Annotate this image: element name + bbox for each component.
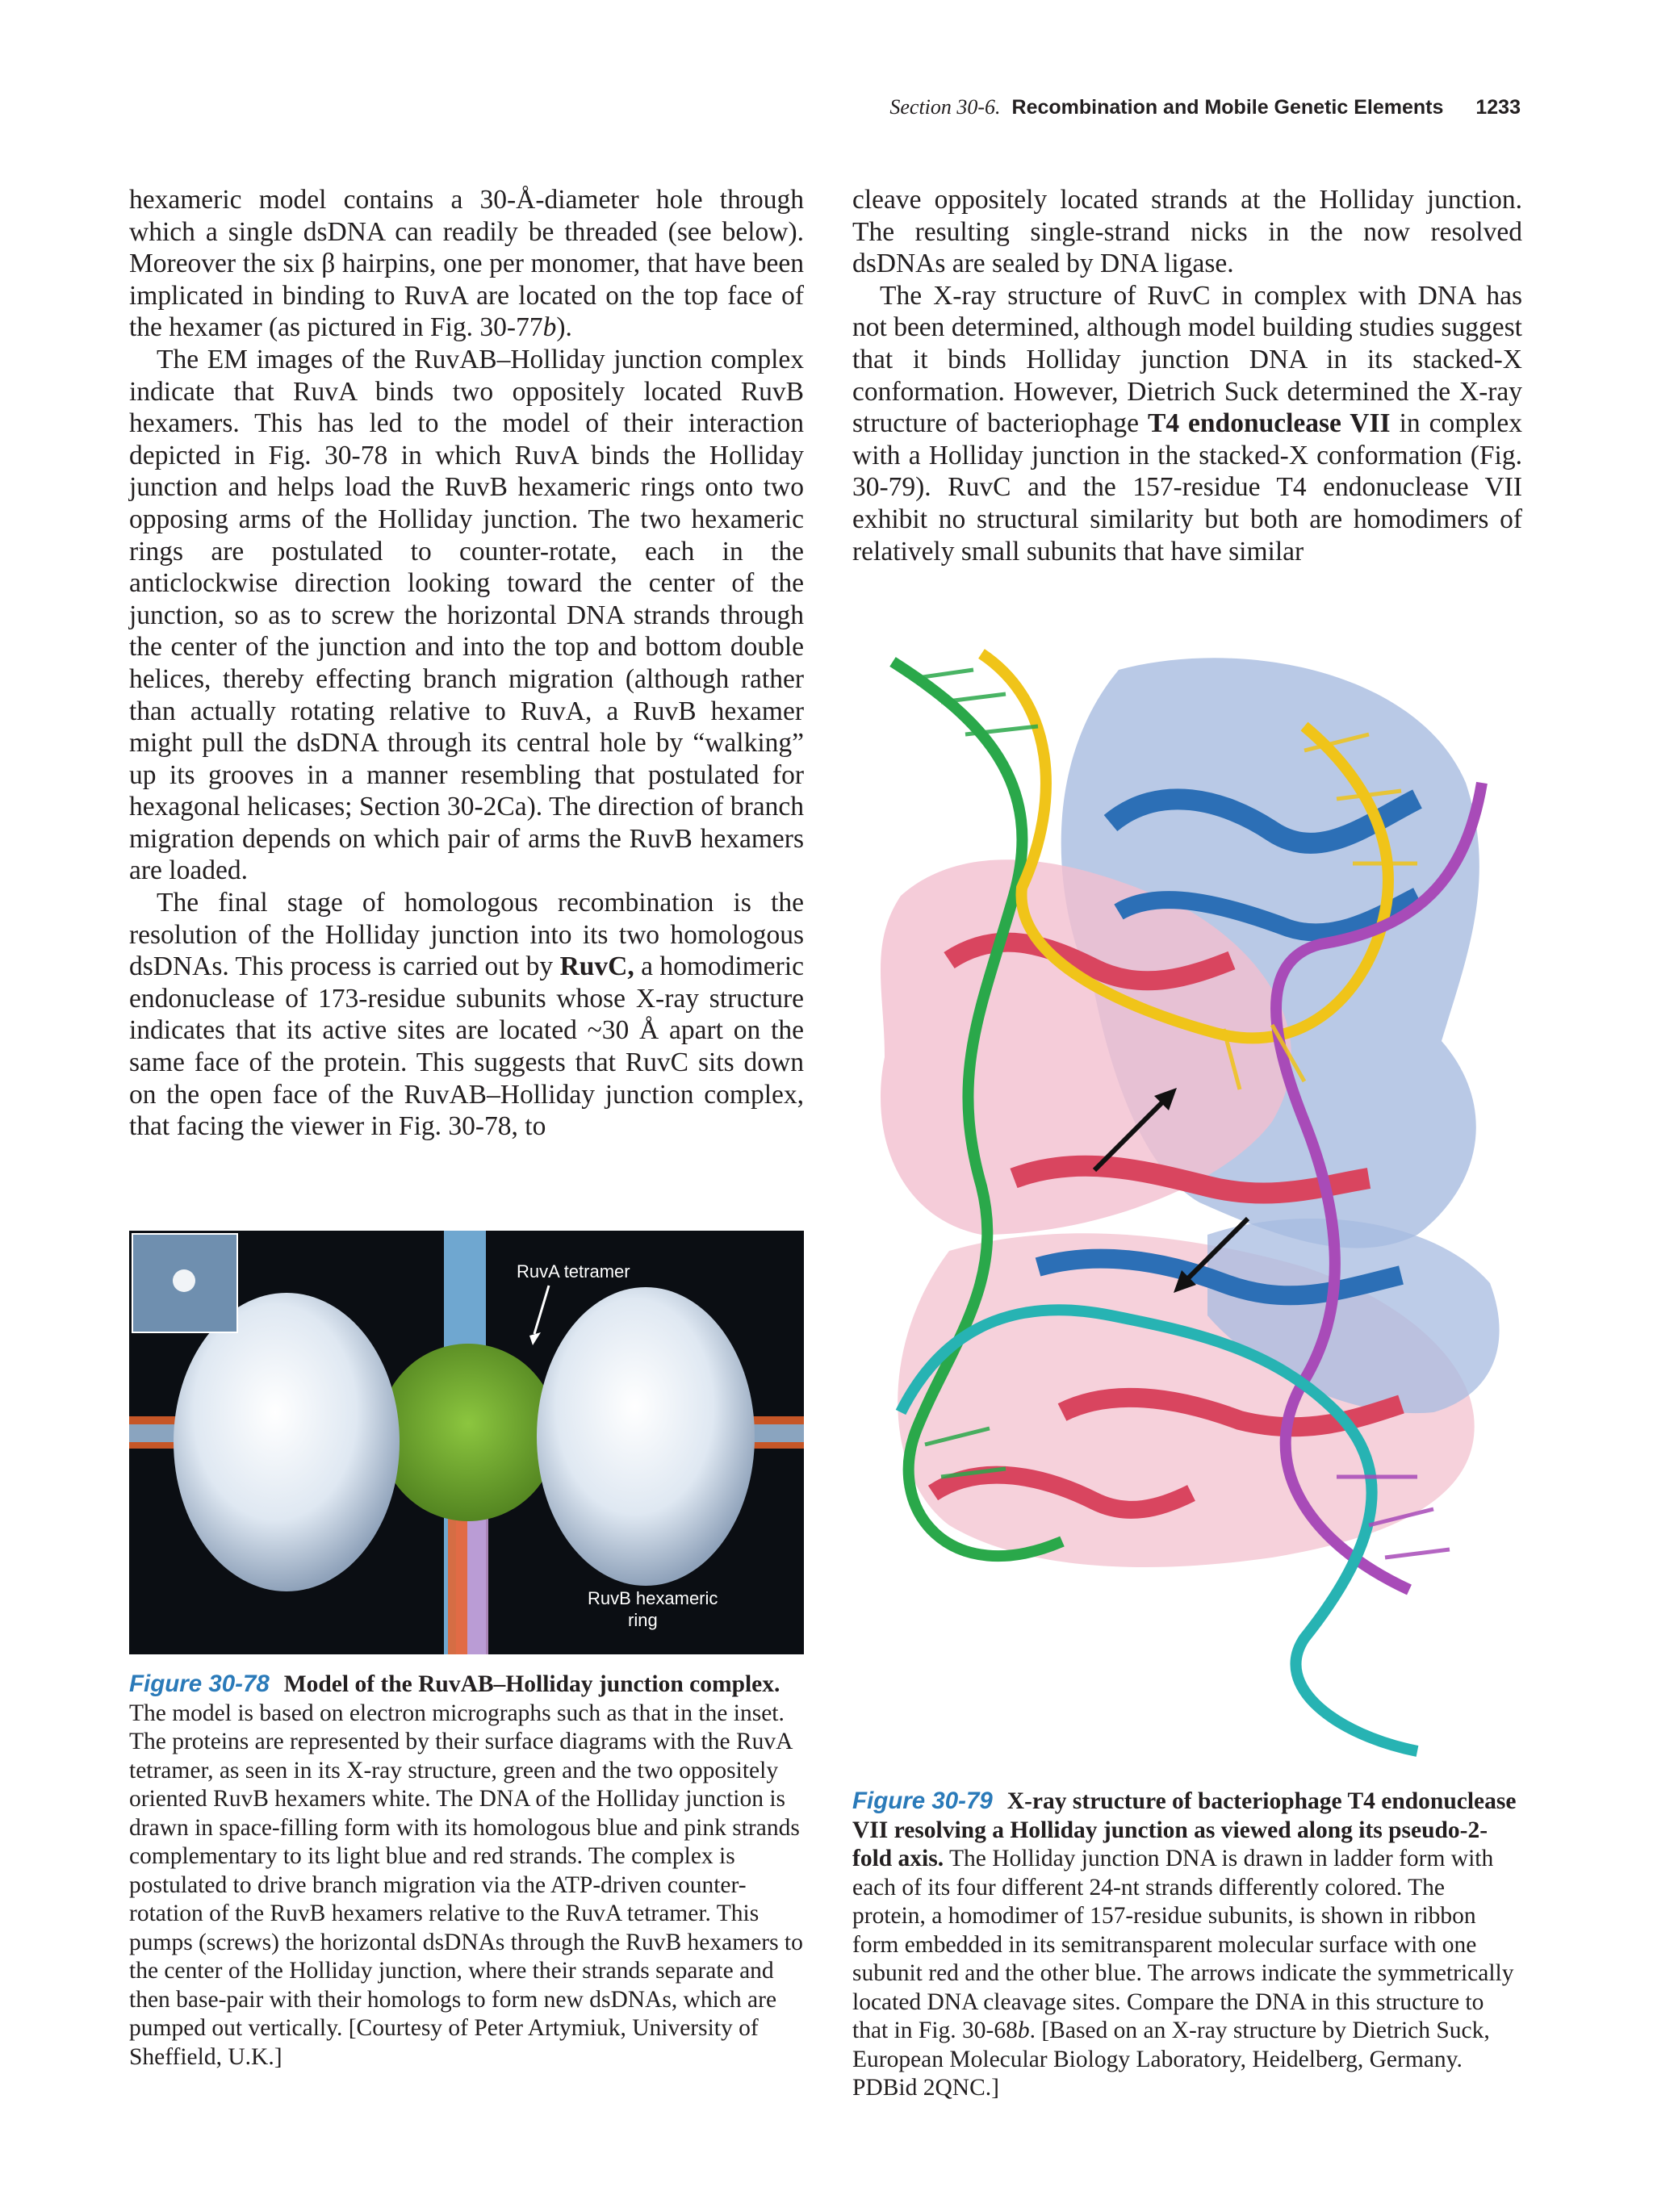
paragraph-text: hexameric model contains a 30-Å-diameter hole through which a single dsDNA can readily be threaded (see below). Moreover the six β hairpins, one per monomer, that have been implicated in binding to RuvA are located on the top face of the hexamer (as pictured in Fig. 30-77 [129,185,804,343]
paragraph-text: ). [556,312,572,343]
figure-label: Figure 30-78 [129,1670,270,1697]
paragraph: The EM images of the RuvAB–Holliday junction complex indicate that RuvA binds two oppositely located RuvB hexamers. This has led to the model of their interaction depicted in Fig. 30-78 in which RuvA binds the Holliday junction and helps load the RuvB hexameric rings onto two opposing arms of the Holliday junction. The two hexameric rings are postulated to counter-rotate, each in the anticlockwise direction looking toward the center of the junction, so as to screw the horizontal DNA strands through the center of the junction and into the top and bottom double helices, thereby effecting branch migration (although rather than actually rotating relative to RuvA, a RuvB hexamer might pull the dsDNA through its central hole by “walking” up its grooves in a manner resembling that postulated for hexagonal helicases; Section 30-2Ca). The direction of branch migration depends on which pair of arms the RuvB hexamers are loaded. [129,344,804,886]
bold-term: RuvC, [559,951,634,982]
right-text-column [852,184,1522,567]
section-title: Recombination and Mobile Genetic Elements [1011,96,1444,119]
bold-term: T4 endonuclease VII [1147,408,1391,439]
section-number: Section 30-6. [889,95,1001,119]
paragraph [129,184,804,344]
em-inset-particle [173,1269,195,1292]
paragraph-text: The X-ray structure of RuvC in complex with DNA has not been determined, although model building studies suggest that it binds Holliday junction DNA in its stacked-X conformation. However, Dietrich Suck determined the X-ray structure of bacteriophage [852,280,1522,439]
figure-30-78-caption [129,1670,804,2072]
left-text-column [129,184,804,1143]
caption-title: X-ray structure of bacteriophage T4 endonuclease VII resolving a Holliday junction as viewed along its pseudo-2-fold axis. [852,1788,1517,1871]
caption-title: Model of the RuvAB–Holliday junction complex. [283,1671,780,1697]
label-ruvb-ring-line1: RuvB hexameric [588,1588,718,1608]
paragraph-text: The final stage of homologous recombination is the resolution of the Holliday junction into its two homologous dsDNAs. This process is carried out by [129,888,804,982]
paragraph: cleave oppositely located strands at the Holliday junction. The resulting single-strand nicks in the now resolved dsDNAs are sealed by DNA ligase. [852,185,1522,279]
figure-part-ref: b [1017,2018,1030,2043]
ruva-tetramer-surface [379,1344,557,1521]
figure-label: Figure 30-79 [852,1788,993,1814]
ruvb-hexamer-left [174,1293,400,1591]
figure-30-79-caption [852,1787,1522,2103]
caption-body: . [Based on an X-ray structure by Dietrich Suck, European Molecular Biology Laboratory, Heidelberg, Germany. PDBid 2QNC.] [852,2018,1490,2101]
label-ruva-tetramer: RuvA tetramer [517,1261,630,1282]
paragraph-text: a homodimeric endonuclease of 173-residue subunits whose X-ray structure indicates that its active sites are located ~30 Å apart on the same face of the protein. This suggests that RuvC sits down on the open face of the RuvAB–Holliday junction complex, that facing the viewer in Fig. 30-78, to [129,951,804,1142]
paragraph [852,280,1522,567]
running-header [889,95,1521,128]
figure-30-79-image [852,621,1522,1775]
paragraph-text: in complex with a Holliday junction in the stacked-X conformation (Fig. 30-79). RuvC and the 157-residue T4 endonuclease VII exhibit no structural similarity but both are homodimers of relatively small subunits that have similar [852,408,1522,567]
label-ruvb-ring-line2: ring [628,1610,658,1630]
paragraph [129,887,804,1143]
page-number: 1233 [1475,96,1521,119]
figure-30-78-image [129,1231,804,1654]
caption-body: The Holliday junction DNA is drawn in ladder form with each of its four different 24-nt strands differently colored. The protein, a homodimer of 157-residue subunits, is shown in ribbon form embedded in its semitransparent molecular surface with one subunit red and the other blue. The arrows indicate the symmetrically located DNA cleavage sites. Compare the DNA in this structure to that in Fig. 30-68 [852,1846,1514,2043]
figure-part-ref: b [542,312,557,343]
ruvb-hexamer-right [537,1287,755,1586]
caption-body: The model is based on electron micrographs such as that in the inset. The proteins are represented by their surface diagrams with the RuvA tetramer, as seen in its X-ray structure, green and the two oppositely oriented RuvB hexamers white. The DNA of the Holliday junction is drawn in space-filling form with its homologous blue and pink strands complementary to its light blue and red strands. The complex is postulated to drive branch migration via the ATP-driven counter-rotation of the RuvB hexamers relative to the RuvA tetramer. This pumps (screws) the horizontal dsDNAs through the RuvB hexamers to the center of the Holliday junction, where their strands separate and then base-pair with their homologs to form new dsDNAs, which are pumped out vertically. [Courtesy of Peter Artymiuk, University of Sheffield, U.K.] [129,1700,803,2070]
